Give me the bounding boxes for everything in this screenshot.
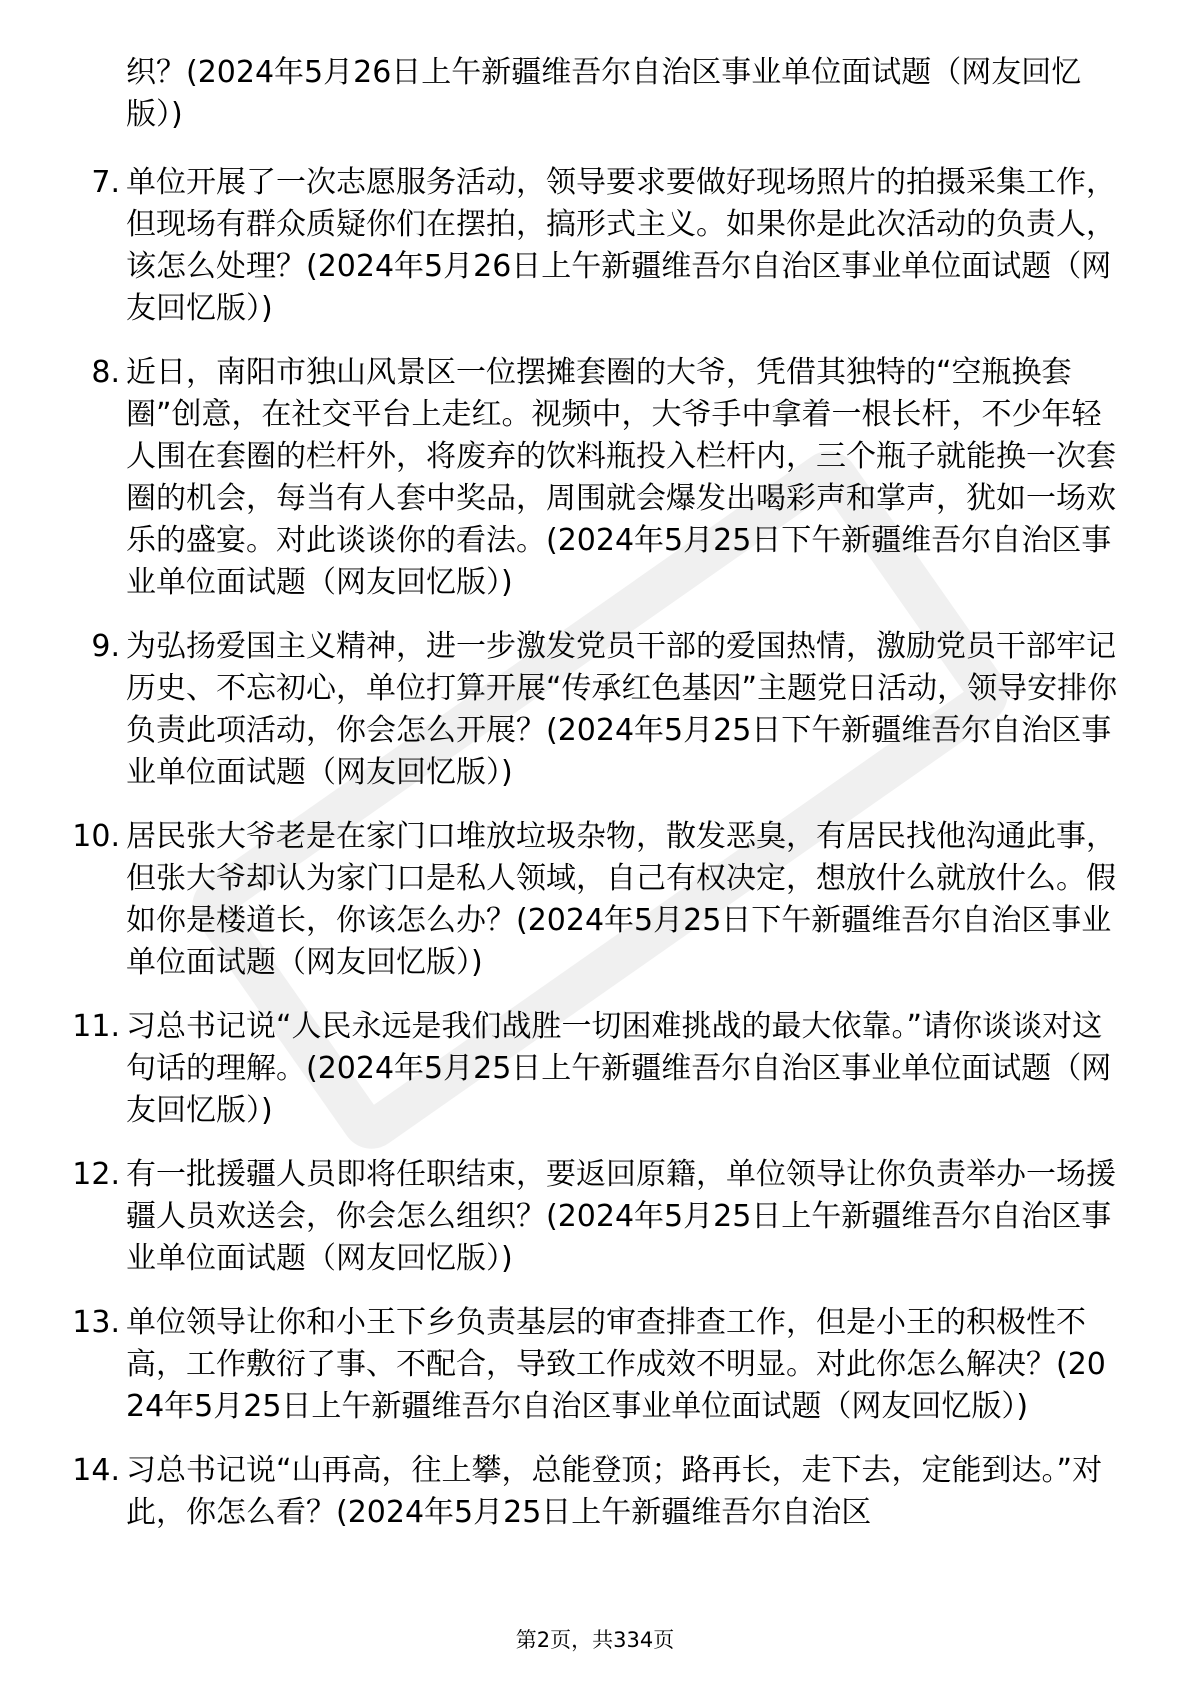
item-text: 近日，南阳市独山风景区一位摆摊套圈的大爷，凭借其独特的“空瓶换套圈”创意，在社交平台上走红。视频中，大爷手中拿着一根长杆，不少年轻人围在套圈的栏杆外，将废弃的饮料瓶投入栏杆内，三个瓶子就能换一次套圈的机会，每当有人套中奖品，周围就会爆发出喝彩声和掌声，犹如一场欢乐的盛宴。对此谈谈你的看法。(2024年5月25日下午新疆维吾尔自治区事业单位面试题（网友回忆版）) [126, 355, 1116, 600]
list-item [72, 1006, 1120, 1132]
item-text: 居民张大爷老是在家门口堆放垃圾杂物，散发恶臭，有居民找他沟通此事，但张大爷却认为家门口是私人领域，自己有权决定，想放什么就放什么。假如你是楼道长，你该怎么办？(2024年5月25日下午新疆维吾尔自治区事业单位面试题（网友回忆版）) [126, 819, 1116, 980]
page-footer: 第2页，共334页 [515, 1628, 675, 1652]
item-text: 有一批援疆人员即将任职结束，要返回原籍，单位领导让你负责举办一场援疆人员欢送会，你会怎么组织？(2024年5月25日上午新疆维吾尔自治区事业单位面试题（网友回忆版）) [126, 1157, 1116, 1276]
item-number: 9. [91, 629, 120, 664]
item-text: 习总书记说“山再高，往上攀，总能登顶；路再长，走下去，定能到达。”对此，你怎么看？(2024年5月25日上午新疆维吾尔自治区 [126, 1453, 1103, 1530]
list-item [80, 352, 1120, 604]
list-item [80, 162, 1120, 330]
item-number: 7. [91, 165, 120, 200]
item-text: 织？(2024年5月26日上午新疆维吾尔自治区事业单位面试题（网友回忆版）) [126, 55, 1082, 132]
item-text: 单位开展了一次志愿服务活动，领导要求要做好现场照片的拍摄采集工作，但现场有群众质疑你们在摆拍，搞形式主义。如果你是此次活动的负责人，该怎么处理？(2024年5月26日上午新疆维吾尔自治区事业单位面试题（网友回忆版）) [126, 165, 1116, 326]
item-number: 10. [72, 819, 120, 854]
item-number: 11. [72, 1009, 120, 1044]
list-item [72, 1154, 1120, 1280]
item-text: 习总书记说“人民永远是我们战胜一切困难挑战的最大依靠。”请你谈谈对这句话的理解。(2024年5月25日上午新疆维吾尔自治区事业单位面试题（网友回忆版）) [126, 1009, 1112, 1128]
list-item [72, 1450, 1120, 1534]
item-text: 单位领导让你和小王下乡负责基层的审查排查工作，但是小王的积极性不高，工作敷衍了事、不配合，导致工作成效不明显。对此你怎么解决？(2024年5月25日上午新疆维吾尔自治区事业单位面试题（网友回忆版）) [126, 1305, 1106, 1424]
list-item [72, 816, 1120, 984]
item-number: 8. [91, 355, 120, 390]
question-list [72, 52, 1120, 1556]
list-item-continued [80, 52, 1120, 136]
item-text: 为弘扬爱国主义精神，进一步激发党员干部的爱国热情，激励党员干部牢记历史、不忘初心，单位打算开展“传承红色基因”主题党日活动，领导安排你负责此项活动，你会怎么开展？(2024年5月25日下午新疆维吾尔自治区事业单位面试题（网友回忆版）) [126, 629, 1118, 790]
item-number: 12. [72, 1157, 120, 1192]
list-item [80, 626, 1120, 794]
item-number: 13. [72, 1305, 120, 1340]
item-number: 14. [72, 1453, 120, 1488]
list-item [72, 1302, 1120, 1428]
